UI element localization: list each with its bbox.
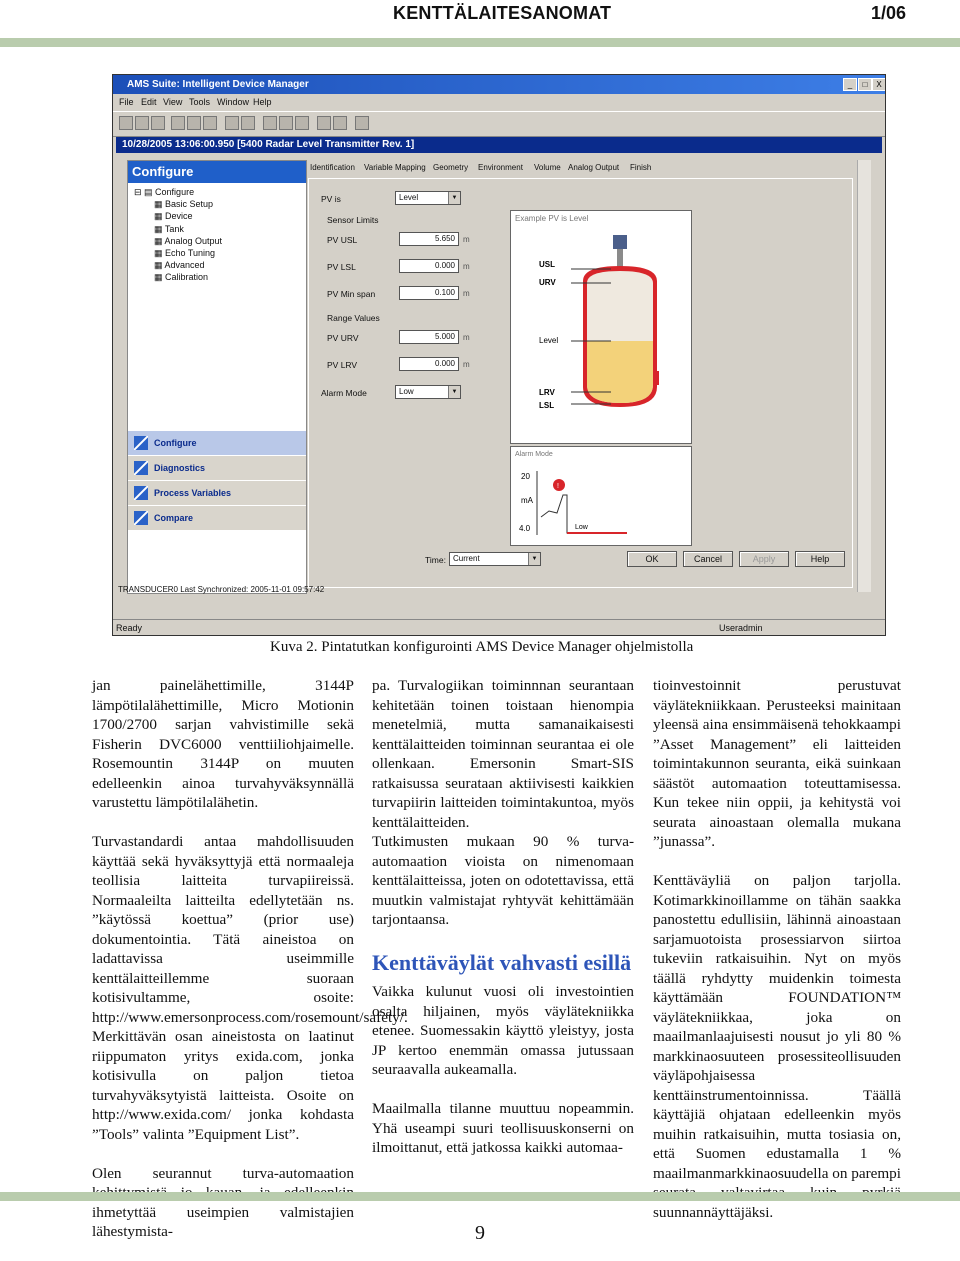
pv-lrv-label: PV LRV bbox=[327, 360, 358, 370]
pv-min-span-label: PV Min span bbox=[327, 289, 376, 299]
range-values-label: Range Values bbox=[327, 313, 380, 323]
user-label: Useradmin bbox=[719, 623, 763, 633]
tab-analog-output[interactable]: Analog Output bbox=[568, 163, 620, 172]
warning-mark: ! bbox=[557, 483, 559, 490]
menu-edit[interactable]: Edit bbox=[141, 97, 157, 107]
pv-urv-unit: m bbox=[463, 333, 470, 342]
status-text: Ready bbox=[116, 623, 143, 633]
tank-diagram bbox=[510, 210, 692, 444]
paragraph: tioinvestoinnit perustuvat väylätekniikkaan. Perusteeksi mainitaan yleensä aina ensimmäisenä tehokkaampi ”Asset Management” eli laitteiden toimintakunnon seuranta, eikä suinkaan säästöt automaation toteuttamisessa. Kun tekee niin oppii, ja kehitystä voi seurata ainoastaan olemalla mukana ”junassa”. bbox=[653, 677, 901, 850]
nav-diagnostics[interactable]: Diagnostics bbox=[128, 456, 306, 481]
toolbar-icon[interactable] bbox=[295, 116, 309, 130]
tree-item[interactable]: ▦ Calibration bbox=[154, 272, 209, 283]
pv-lsl-label: PV LSL bbox=[327, 262, 356, 272]
configure-icon bbox=[134, 436, 148, 450]
subheading: Kenttäväylät vahvasti esillä bbox=[372, 950, 632, 975]
nav-configure[interactable]: Configure bbox=[128, 431, 306, 456]
pv-lrv-field[interactable]: 0.000 bbox=[399, 357, 459, 371]
ok-button[interactable]: OK bbox=[627, 551, 677, 567]
chevron-down-icon: ▼ bbox=[528, 553, 540, 565]
tree-item[interactable]: ▦ Echo Tuning bbox=[154, 248, 216, 259]
usl-label: USL bbox=[539, 260, 555, 269]
transmitter-head bbox=[613, 235, 627, 249]
pv-min-span-unit: m bbox=[463, 289, 470, 298]
diagnostics-icon bbox=[134, 461, 148, 475]
cancel-button[interactable]: Cancel bbox=[683, 551, 733, 567]
toolbar-icon[interactable] bbox=[135, 116, 149, 130]
publication-title: KENTTÄLAITESANOMAT bbox=[393, 3, 612, 23]
pv-usl-label: PV USL bbox=[327, 235, 358, 245]
pv-is-select[interactable]: Level ▼ bbox=[395, 191, 461, 205]
alarm-ma: mA bbox=[521, 496, 533, 505]
urv-label: URV bbox=[539, 278, 556, 287]
process-variables-icon bbox=[134, 486, 148, 500]
window-titlebar bbox=[113, 75, 885, 94]
tab-variable-mapping[interactable]: Variable Mapping bbox=[364, 163, 426, 172]
toolbar-icon[interactable] bbox=[333, 116, 347, 130]
pv-usl-unit: m bbox=[463, 235, 470, 244]
nav-process-variables[interactable]: Process Variables bbox=[128, 481, 306, 506]
help-button[interactable]: Help bbox=[795, 551, 845, 567]
paragraph: Kenttäväyliä on paljon tarjolla. Kotimarkkinoillamme on tähän saakka panostettu edullisiin, lähinnä ainoastaan sarjamuotoista prosessiarvon siirtoa tukeviin ratkaisuihin. Nyt on myös täällä ryhdytty muidenkin toimesta käyttämään FOUNDATION™ väylätekniikkaa, joka on maailmanlaajuisesti nousut jo yli 80 % markkinaosuuteen prosessiteollisuuden väyläpohjaisessa kenttäinstrumentoinnissa. Täällä käyttäjiä ohjataan edelleenkin myös muihin ratkaisuihin, mutta tosiasia on, että Suomen edustamalla 1 % maailmanmarkkinaosuudella on parempi suunnannäyttäjäksi. bbox=[653, 872, 901, 1221]
sync-status: TRANSDUCER0 Last Synchronized: 2005-11-01 09:57:42 bbox=[118, 585, 325, 594]
status-bar bbox=[113, 619, 885, 636]
tank-liquid bbox=[587, 341, 653, 403]
close-button[interactable]: X bbox=[872, 78, 886, 91]
alarm-mode-box bbox=[510, 446, 692, 546]
alarm-box-title: Alarm Mode bbox=[515, 451, 553, 458]
paragraph: pa. Turvalogiikan toiminnnan seurantaan kehitetään toinen toistaan hienompia menetelmiä, mutta samanaikaisesti kenttälaitteiden toiminnan seurantaa ei ole ollenkaan. Emersonin Smart-SIS ratkaisussa seurataan aktiivisesti kaikkien turvapiirin laitteiden toimintakuntoa, myös kenttälaitteiden. bbox=[372, 677, 634, 831]
pv-is-label: PV is bbox=[321, 194, 341, 204]
alarm-mode-label: Alarm Mode bbox=[321, 388, 367, 398]
toolbar-icon[interactable] bbox=[317, 116, 331, 130]
toolbar-icon[interactable] bbox=[151, 116, 165, 130]
toolbar-icon[interactable] bbox=[171, 116, 185, 130]
nav-compare[interactable]: Compare bbox=[128, 506, 306, 531]
ams-screenshot bbox=[112, 74, 886, 636]
alarm-illustration bbox=[511, 447, 691, 545]
toolbar-icon[interactable] bbox=[263, 116, 277, 130]
pv-min-span-field[interactable]: 0.100 bbox=[399, 286, 459, 300]
toolbar-icon[interactable] bbox=[187, 116, 201, 130]
apply-button[interactable]: Apply bbox=[739, 551, 789, 567]
tank-illustration bbox=[511, 211, 691, 443]
toolbar-icon[interactable] bbox=[355, 116, 369, 130]
time-label: Time: bbox=[425, 555, 446, 565]
tab-finish[interactable]: Finish bbox=[630, 163, 652, 172]
pv-urv-field[interactable]: 5.000 bbox=[399, 330, 459, 344]
lower-nozzle bbox=[653, 371, 659, 385]
pv-lsl-field[interactable]: 0.000 bbox=[399, 259, 459, 273]
toolbar-icon[interactable] bbox=[279, 116, 293, 130]
lsl-label: LSL bbox=[539, 401, 555, 410]
sensor-limits-label: Sensor Limits bbox=[327, 215, 379, 225]
pv-lrv-unit: m bbox=[463, 360, 470, 369]
tree-item[interactable]: ▦ Basic Setup bbox=[154, 199, 214, 210]
top-rule bbox=[0, 38, 960, 47]
menu-bar bbox=[113, 95, 885, 109]
pv-urv-label: PV URV bbox=[327, 333, 359, 343]
minimize-button[interactable]: _ bbox=[843, 78, 857, 91]
paragraph: Vaikka kulunut vuosi oli investointien osalta hiljainen, myös väylätekniikka etenee. Suomessakin käyttö yleistyy, josta JP kertoo enemmän omassa jutussaan seuraavalla aukeamalla. bbox=[372, 983, 634, 1078]
alarm-low-label: Low bbox=[575, 524, 588, 531]
tree-item[interactable]: ▦ Tank bbox=[154, 223, 184, 234]
alarm-mode-select[interactable]: Low ▼ bbox=[395, 385, 461, 399]
paragraph: Turvastandardi antaa mahdollisuuden käyttää sekä hyväksyttyjä että normaaleja teollisia laitteita turvapiireissä. Normaaleilta laitteilta edellytetään ns. ”käytössä koettua” (prior use) dokumentointia. Tätä aineistoa on ladattavissa useimmille kenttälaitteillemme suoraan kotisivultamme, osoite: http://www.emersonprocess.com/rosemount/safety/. Merkittävän osan aineistosta on laatinut riippumaton yritys exida.com, jonka kotisivulla on paljon tietoa turvahyväksytyistä laitteista. Osoite on http://www.exida.com/ jonka kohdasta ”Tools” valinta ”Equipment List”. bbox=[92, 833, 408, 1143]
chevron-down-icon: ▼ bbox=[448, 192, 460, 204]
menu-help[interactable]: Help bbox=[253, 97, 272, 107]
lrv-label: LRV bbox=[539, 388, 555, 397]
nav-buttons bbox=[128, 431, 306, 531]
issue-number: 1/06 bbox=[871, 3, 907, 23]
tab-panel bbox=[308, 178, 853, 588]
tree-item[interactable]: ▦ Advanced bbox=[154, 260, 205, 271]
configure-header: Configure bbox=[128, 161, 306, 183]
device-bar: 10/28/2005 13:06:00.950 [5400 Radar Level Transmitter Rev. 1] bbox=[116, 137, 882, 153]
page-number: 9 bbox=[475, 1222, 485, 1244]
toolbar-icon[interactable] bbox=[203, 116, 217, 130]
chevron-down-icon: ▼ bbox=[448, 386, 460, 398]
page-header bbox=[0, 0, 960, 40]
tree-item[interactable]: ▦ Device bbox=[154, 211, 193, 222]
menu-view[interactable]: View bbox=[163, 97, 183, 107]
toolbar-icon[interactable] bbox=[119, 116, 133, 130]
pv-lsl-unit: m bbox=[463, 262, 470, 271]
tab-geometry[interactable]: Geometry bbox=[433, 163, 469, 172]
left-pane bbox=[127, 160, 307, 594]
paragraph: jan painelähettimille, 3144P lämpötilalähettimille, Micro Motionin 1700/2700 sarjan vahvistimille sekä Fisherin DVC6000 venttiiliohjaimelle. Rosemountin 3144P on muuten edelleenkin ainoa turvahyväksynnällä varustettu lämpötilalähetin. bbox=[92, 677, 354, 811]
config-tree bbox=[134, 186, 222, 284]
column-1 bbox=[92, 676, 408, 1261]
tab-strip bbox=[308, 160, 874, 176]
bottom-rule bbox=[0, 1192, 960, 1201]
toolbar bbox=[113, 111, 885, 137]
tab-environment[interactable]: Environment bbox=[478, 163, 523, 172]
pv-usl-field[interactable]: 5.650 bbox=[399, 232, 459, 246]
tab-volume[interactable]: Volume bbox=[534, 163, 561, 172]
menu-tools[interactable]: Tools bbox=[189, 97, 211, 107]
paragraph: Maailmalla tilanne muuttuu nopeammin. Yhä useampi suuri teollisuuskonserni on ilmoittanut, että jatkossa kaikki automaa- bbox=[372, 1100, 634, 1156]
toolbar-icon[interactable] bbox=[225, 116, 239, 130]
alarm-4: 4.0 bbox=[519, 524, 531, 533]
menu-file[interactable]: File bbox=[119, 97, 134, 107]
column-3 bbox=[653, 676, 901, 1242]
paragraph: Tutkimusten mukaan 90 % turva-automaation vioista on nimenomaan kenttälaitteissa, joten on odotettavissa, että muutkin valmistajat ryhtyvät kehittämään tarjontaansa. bbox=[372, 833, 634, 928]
level-label: Level bbox=[539, 336, 559, 345]
tree-item[interactable]: ⊟ ▤ Configure bbox=[134, 187, 195, 197]
vertical-scrollbar[interactable] bbox=[857, 160, 871, 592]
compare-icon bbox=[134, 511, 148, 525]
tree-item[interactable]: ▦ Analog Output bbox=[154, 235, 223, 246]
time-select[interactable]: Current ▼ bbox=[449, 552, 541, 566]
toolbar-icon[interactable] bbox=[241, 116, 255, 130]
paragraph: Olen seurannut turva-automaation ihmetyttää useimpien valmistajien lähestymista- bbox=[92, 1164, 354, 1240]
menu-window[interactable]: Window bbox=[217, 97, 250, 107]
alarm-20: 20 bbox=[521, 472, 530, 481]
column-2 bbox=[372, 676, 634, 1177]
window-title: AMS Suite: Intelligent Device Manager bbox=[127, 79, 309, 90]
maximize-button[interactable]: □ bbox=[858, 78, 872, 91]
tab-identification[interactable]: Identification bbox=[310, 163, 355, 172]
figure-caption: Kuva 2. Pintatutkan konfigurointi AMS Device Manager ohjelmistolla bbox=[270, 639, 694, 655]
warning-icon bbox=[553, 479, 565, 491]
right-pane bbox=[308, 160, 874, 592]
diagram-caption: Example PV is Level bbox=[515, 214, 589, 223]
